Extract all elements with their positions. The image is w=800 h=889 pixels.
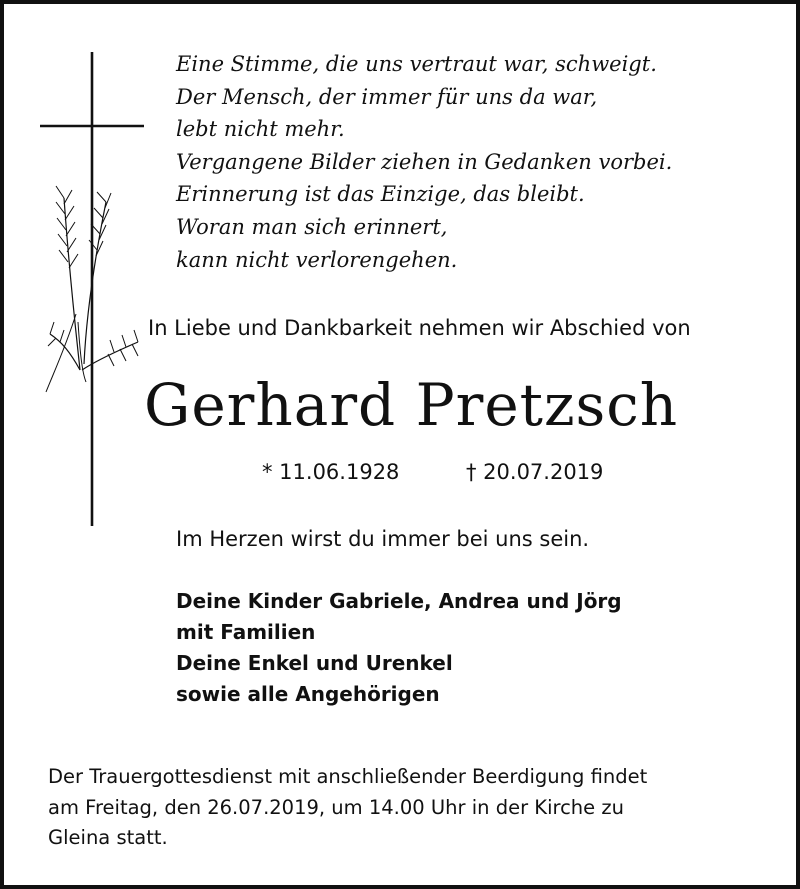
deceased-name: Gerhard Pretzsch: [144, 371, 679, 439]
service-line: am Freitag, den 26.07.2019, um 14.00 Uhr in der Kirche zu: [48, 795, 624, 819]
mourner-line: sowie alle Angehörigen: [176, 682, 440, 706]
mourner-line: mit Familien: [176, 620, 316, 644]
death-date: † 20.07.2019: [466, 460, 604, 484]
poem: [176, 48, 672, 276]
poem-line: Vergangene Bilder ziehen in Gedanken vorbei.: [176, 149, 673, 174]
poem-line: Erinnerung ist das Einzige, das bleibt.: [176, 182, 585, 207]
poem-line: kann nicht verlorengehen.: [176, 247, 458, 272]
service-line: Gleina statt.: [48, 826, 168, 850]
farewell-intro: In Liebe und Dankbarkeit nehmen wir Abschied von: [148, 316, 691, 340]
poem-line: Woran man sich erinnert,: [176, 214, 448, 239]
mourners-list: [176, 586, 622, 710]
memorial-quote: Im Herzen wirst du immer bei uns sein.: [176, 527, 590, 551]
birth-date: * 11.06.1928: [262, 460, 400, 484]
service-info: [48, 762, 647, 854]
poem-line: Der Mensch, der immer für uns da war,: [176, 84, 598, 109]
mourner-line: Deine Enkel und Urenkel: [176, 651, 453, 675]
poem-line: Eine Stimme, die uns vertraut war, schweigt.: [176, 52, 657, 76]
cross-with-wheat-icon: [40, 52, 160, 532]
service-line: Der Trauergottesdienst mit anschließender Beerdigung findet: [48, 765, 648, 788]
mourner-line: Deine Kinder Gabriele, Andrea und Jörg: [176, 589, 622, 613]
poem-line: lebt nicht mehr.: [176, 117, 345, 142]
